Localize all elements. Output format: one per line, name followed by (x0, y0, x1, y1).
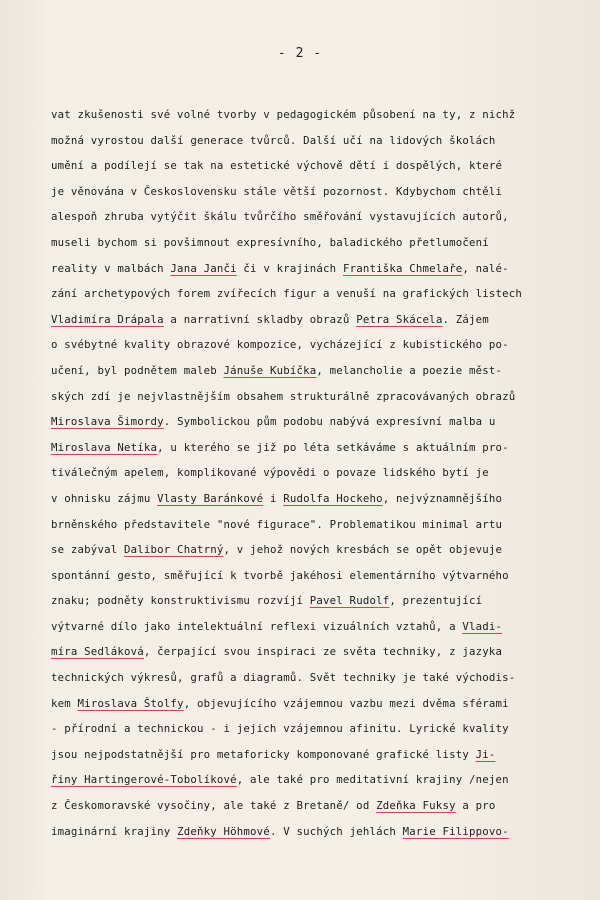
text-line (51, 614, 600, 640)
text-line (51, 639, 600, 665)
text-segment: i (263, 491, 284, 505)
text-line (51, 281, 600, 307)
text-segment: - přírodní a technickou - i jejich vzájemnou afinitu. Lyrické kvality (51, 722, 509, 736)
text-line (51, 435, 600, 461)
text-segment: museli bychom si povšimnout expresívního, baladického přetlumočení (51, 235, 489, 249)
text-line (51, 588, 600, 614)
text-segment: a narrativní skladby obrazů (163, 312, 357, 326)
text-line (51, 128, 600, 154)
text-line (51, 179, 600, 205)
text-segment: , v jehož nových kresbách se opět objevuje (223, 543, 503, 557)
underlined-name: Vladimíra Drápala (51, 312, 164, 326)
text-segment: se zabýval (51, 543, 124, 557)
underlined-name: Miroslava Štolfy (77, 696, 184, 710)
text-segment: v ohnisku zájmu (51, 491, 158, 505)
text-segment: imaginární krajiny (51, 824, 178, 838)
text-line (51, 460, 600, 486)
underlined-name: Ji- (475, 747, 496, 761)
text-line (51, 307, 600, 333)
text-line (51, 691, 600, 717)
page-number: - 2 - (277, 46, 323, 61)
text-segment: , nejvýznamnějšího (382, 491, 503, 505)
text-segment: o svébytné kvality obrazové kompozice, vycházející z kubistického po- (51, 338, 509, 352)
underlined-name: Pavel Rudolf (309, 594, 390, 608)
text-segment: , objevujícího vzájemnou vazbu mezi dvěma sférami (183, 696, 509, 710)
text-line (51, 332, 600, 358)
text-segment: , čerpající svou inspiraci ze světa techniky, z jazyka (143, 645, 503, 659)
underlined-name: Vlasty Baránkové (157, 491, 264, 505)
text-line (51, 204, 600, 230)
text-line (51, 358, 600, 384)
underlined-name: míra Sedláková (51, 645, 144, 659)
text-line (51, 102, 600, 128)
underlined-name: Miroslava Netíka (51, 440, 158, 454)
text-segment: . Symbolickou pům podobu nabývá expresívní malba u (163, 415, 496, 429)
underlined-name: Petra Skácela (356, 312, 443, 326)
text-segment: z Českomoravské vysočiny, ale také z Bretaně/ od (51, 799, 377, 813)
text-line (51, 384, 600, 410)
text-line (51, 409, 600, 435)
underlined-name: Dalibor Chatrný (123, 543, 224, 557)
text-line (51, 819, 600, 845)
text-line (51, 486, 600, 512)
text-segment: vat zkušenosti své volné tvorby v pedagogickém působení na ty, z nichž (51, 108, 516, 121)
underlined-name: Zdeňky Höhmové (177, 824, 270, 838)
text-segment: či v krajinách (236, 261, 343, 275)
text-line (51, 716, 600, 742)
text-line (51, 537, 600, 563)
text-segment: je věnována v Československu stále větší pozornost. Kdybychom chtěli (51, 184, 503, 198)
underlined-name: Rudolfa Hockeho (283, 491, 383, 505)
text-segment: zání archetypových forem zvířecích figur a venuší na grafických listech (51, 287, 523, 301)
body-text (51, 102, 600, 844)
text-segment: , ale také pro meditativní krajiny /nejen (236, 773, 509, 787)
text-segment: tiválečným apelem, komplikované výpovědi o povaze lidského bytí je (51, 466, 489, 480)
text-segment: kem (51, 696, 78, 710)
text-segment: reality v malbách (51, 261, 171, 275)
text-segment: spontánní gesto, směřující k tvorbě jakéhosi elementárního výtvarného (51, 568, 509, 582)
underlined-name: Marie Filippovo- (402, 824, 509, 838)
text-segment: alespoň zhruba vytýčit škálu tvůrčího směřování vystavujících autorů, (51, 210, 509, 224)
text-segment: brněnského představitele "nové figurace". Problematikou minimal artu (51, 517, 503, 531)
text-line (51, 665, 600, 691)
text-line (51, 153, 600, 179)
text-segment: výtvarné dílo jako intelektuální reflexi vizuálních vztahů, a (51, 619, 463, 633)
text-segment: jsou nejpodstatnější pro metaforicky komponované grafické listy (51, 747, 476, 761)
text-segment: umění a podílejí se tak na estetické výchově dětí i dospělých, které (51, 159, 503, 173)
underlined-name: Zdeňka Fuksy (376, 799, 456, 813)
text-segment: ských zdí je nejvlastnějším obsahem strukturálně zpracovávaných obrazů (51, 389, 516, 403)
underlined-name: Vladi- (462, 619, 503, 633)
text-line (51, 230, 600, 256)
text-segment: , prezentující (389, 594, 483, 608)
text-line (51, 563, 600, 589)
text-segment: , melancholie a poezie měst- (316, 363, 503, 377)
text-line (51, 256, 600, 282)
text-segment: , u kterého se již po léta setkáváme s aktuálním pro- (157, 440, 509, 454)
text-line (51, 767, 600, 793)
underlined-name: Františka Chmelaře (342, 261, 463, 275)
text-segment: učení, byl podnětem maleb (51, 363, 224, 377)
text-segment: . Zájem (442, 312, 489, 326)
text-line (51, 742, 600, 768)
text-segment: možná vyrostou další generace tvůrců. Další učí na lidových školách (51, 133, 496, 147)
underlined-name: Jánuše Kubíčka (223, 363, 317, 377)
text-line (51, 793, 600, 819)
underlined-name: Miroslava Šimordy (51, 415, 164, 429)
text-segment: znaku; podněty konstruktivismu rozvíjí (51, 594, 310, 608)
text-line (51, 512, 600, 538)
text-segment: , nalé- (462, 261, 509, 275)
underlined-name: řiny Hartingerové-Tobolíkové (51, 773, 237, 787)
text-segment: technických výkresů, grafů a diagramů. Svět techniky je také východis- (51, 671, 516, 685)
text-segment: a pro (455, 799, 496, 813)
text-segment: . V suchých jehlách (269, 824, 403, 838)
underlined-name: Jana Janči (170, 261, 237, 275)
